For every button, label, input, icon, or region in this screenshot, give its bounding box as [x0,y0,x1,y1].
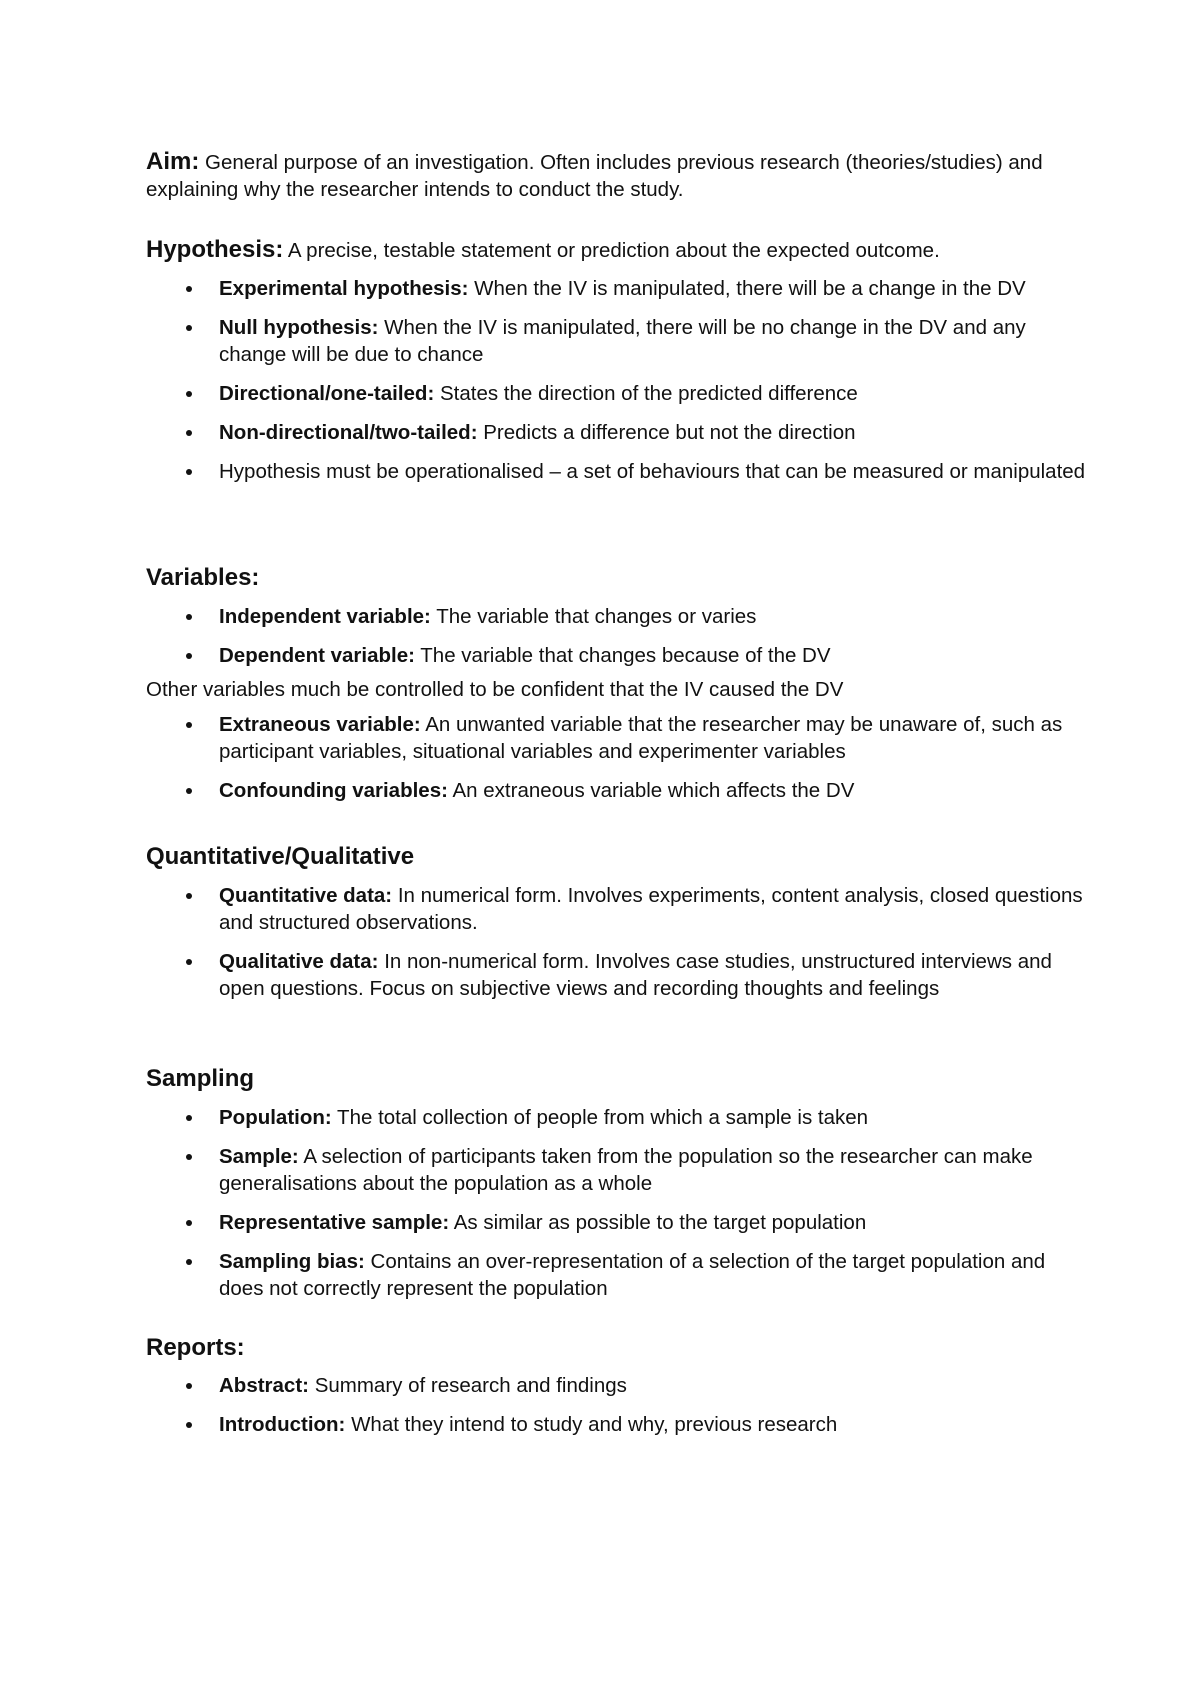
list-item-text: In non-numerical form. Involves case studies, unstructured interviews and open questions. Focus on subjective views and recording thoughts and feelings [219,950,1052,1000]
bullet-icon [186,286,192,292]
bullet-icon [186,1259,192,1265]
list-item-text: Contains an over-representation of a selection of the target population and does not correctly represent the population [219,1250,1046,1300]
list-item-text: A selection of participants taken from the population so the researcher can make generalisations about the population as a whole [219,1145,1033,1195]
list-item [146,1248,1086,1302]
list-item-term: Qualitative data: [219,950,379,973]
list-item-text: The variable that changes or varies [430,605,757,628]
list-item-term: Abstract: [219,1374,309,1397]
sampling-list [146,1104,1086,1314]
list-item-text: When the IV is manipulated, there will be a change in the DV [468,277,1026,300]
list-item-text: An unwanted variable that the researcher may be unaware of, such as participant variables, situational variables and experimenter variables [219,713,1063,763]
list-item-term: Dependent variable: [219,644,415,667]
list-item-term: Directional/one-tailed: [219,382,435,405]
list-item-text: In numerical form. Involves experiments, content analysis, closed questions and structured observations. [219,884,1083,934]
variables-list [146,603,1086,681]
quant-qual-list [146,882,1086,1014]
aim-label: Aim: [146,148,200,175]
variables-list-2 [146,711,1086,816]
list-item [146,275,1086,302]
bullet-icon [186,722,192,728]
list-item-term: Quantitative data: [219,884,393,907]
list-item-text: Predicts a difference but not the direction [477,421,856,444]
bullet-icon [186,788,192,794]
hypothesis-paragraph [146,236,1086,264]
bullet-icon [186,391,192,397]
bullet-icon [186,893,192,899]
variables-heading: Variables: [146,564,260,591]
aim-text: General purpose of an investigation. Often includes previous research (theories/studies) and explaining why the researcher intends to conduct the study. [146,151,1043,201]
bullet-icon [186,959,192,965]
bullet-icon [186,1422,192,1428]
bullet-icon [186,325,192,331]
list-item [146,419,1086,446]
list-item [146,1143,1086,1197]
list-item-term: Confounding variables: [219,779,448,802]
list-item-term: Representative sample: [219,1211,450,1234]
bullet-icon [186,1220,192,1226]
list-item-term: Extraneous variable: [219,713,421,736]
list-item-text: States the direction of the predicted difference [434,382,858,405]
bullet-icon [186,1115,192,1121]
list-item [146,458,1086,485]
list-item [146,380,1086,407]
list-item-text: Hypothesis must be operationalised – a set of behaviours that can be measured or manipulated [219,460,1086,483]
bullet-icon [186,653,192,659]
bullet-icon [186,614,192,620]
list-item [146,882,1086,936]
hypothesis-text: A precise, testable statement or prediction about the expected outcome. [283,239,940,262]
quant-qual-heading: Quantitative/Qualitative [146,843,415,870]
list-item-text: When the IV is manipulated, there will be no change in the DV and any change will be due to chance [219,316,1026,366]
list-item [146,1104,1086,1131]
list-item-term: Sample: [219,1145,299,1168]
reports-heading: Reports: [146,1334,245,1361]
list-item-term: Experimental hypothesis: [219,277,469,300]
list-item-term: Independent variable: [219,605,431,628]
list-item [146,1411,1086,1438]
list-item-text: An extraneous variable which affects the DV [447,779,855,802]
list-item-term: Non-directional/two-tailed: [219,421,478,444]
list-item-term: Null hypothesis: [219,316,379,339]
hypothesis-label: Hypothesis: [146,236,284,263]
list-item-text: Summary of research and findings [309,1374,627,1397]
list-item-term: Population: [219,1106,332,1129]
aim-paragraph [146,148,1086,203]
list-item-text: The variable that changes because of the DV [414,644,831,667]
list-item-term: Sampling bias: [219,1250,365,1273]
bullet-icon [186,1154,192,1160]
reports-list [146,1372,1086,1450]
list-item [146,1372,1086,1399]
sampling-heading: Sampling [146,1065,255,1092]
list-item [146,711,1086,765]
list-item-text: As similar as possible to the target population [449,1211,867,1234]
hypothesis-list [146,275,1086,497]
list-item-term: Introduction: [219,1413,346,1436]
list-item [146,642,1086,669]
bullet-icon [186,1383,192,1389]
variables-note: Other variables much be controlled to be confident that the IV caused the DV [146,678,844,701]
list-item [146,948,1086,1002]
list-item-text: The total collection of people from which a sample is taken [331,1106,869,1129]
list-item-text: What they intend to study and why, previous research [345,1413,838,1436]
list-item [146,1209,1086,1236]
list-item [146,314,1086,368]
list-item [146,603,1086,630]
bullet-icon [186,430,192,436]
bullet-icon [186,469,192,475]
list-item [146,777,1086,804]
